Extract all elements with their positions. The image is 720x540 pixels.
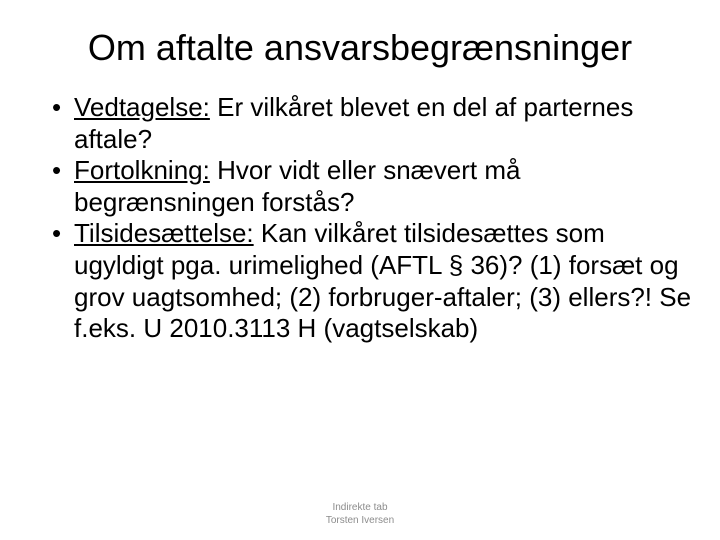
bullet-item-vedtagelse — [52, 92, 692, 155]
bullet-dot-icon: • — [52, 218, 62, 249]
bullet-text: Kan vilkåret tilsidesættes som ugyldigt pga. urimelighed (AFTL § 36)? (1) forsæt og grov uagtsomhed; (2) forbruger-aftaler; (3) ellers?! Se f.eks. U 2010.3113 H (vagtselskab) — [74, 218, 692, 344]
bullet-term: Fortolkning: — [74, 155, 210, 186]
bullet-dot-icon: • — [52, 92, 62, 122]
bullet-dot-icon: • — [52, 155, 62, 186]
bullet-text: Hvor vidt eller snævert må begrænsningen forstås? — [74, 155, 521, 217]
footer-topic: Indirekte tab — [332, 502, 388, 513]
slide-title: Om aftalte ansvarsbegrænsninger — [87, 27, 633, 68]
bullet-term: Vedtagelse: — [74, 92, 210, 122]
bullet-list — [52, 92, 692, 345]
slide-footer — [0, 501, 720, 527]
footer-author: Torsten Iversen — [325, 515, 395, 526]
bullet-term: Tilsidesættelse: — [74, 218, 254, 249]
bullet-text: Er vilkåret blevet en del af parternes aftale? — [74, 92, 634, 154]
bullet-item-tilsidesaettelse — [52, 218, 692, 344]
bullet-item-fortolkning — [52, 155, 692, 218]
